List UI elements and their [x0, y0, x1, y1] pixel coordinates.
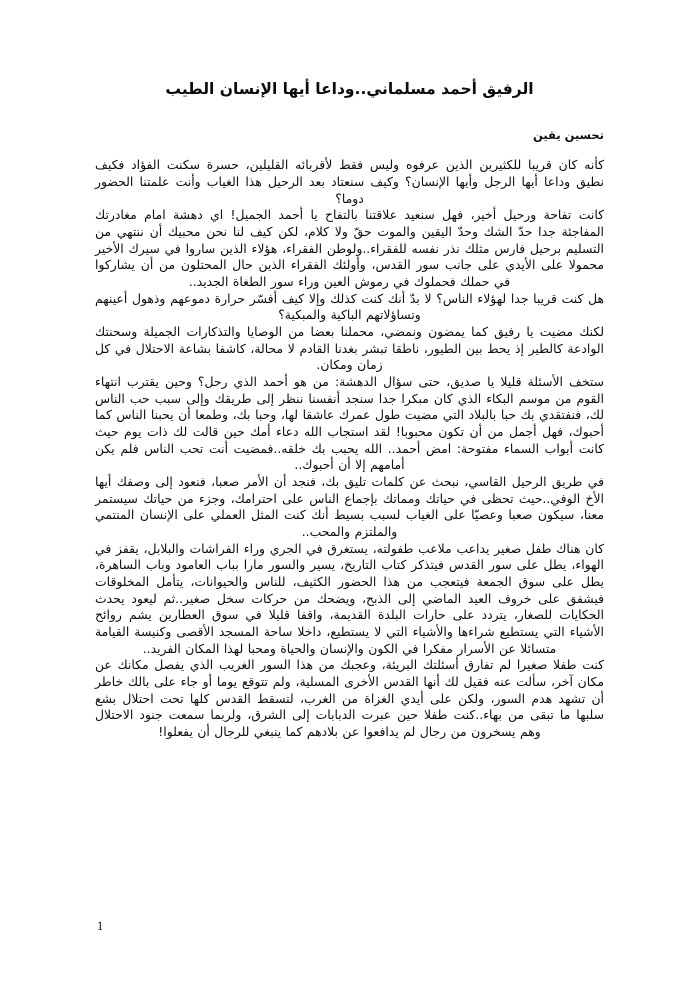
- paragraph: ستخف الأسئلة قليلا يا صديق، حتى سؤال الدهشة: من هو أحمد الذي رحل؟ وحين يقترب انتهاء القوم من موسم البكاء الذي كان مبكرا جدا سنجد أنفسنا ننظر إلى طريقك وإلى سبب حب الناس لك، فنفتقدي بك حبا بالبلاد التي مضيت طول عمرك عاشقا لها، وحبا بك، وطمعا أن يحبنا الناس كما أحبوك، فهل أجمل من أن تكون محبوبا! لقد استجاب الله دعاء أمك حين قالت لك ذات يوم حيث كانت أبواب السماء مفتوحة: امض أحمد.. الله يحبب بك خلقه..فمضيت أنت تحب الناس فلم يكن أمامهم إلا أن أحبوك..: [95, 373, 604, 473]
- paragraph: كانت تفاحة ورحيل أخير، فهل سنعيد علاقتنا بالتفاح يا أحمد الجميل! اي دهشة امام مغادرتك المفاجئة جدا حدّ الشك وحدّ اليقين والموت حقّ ولا كلام، لكن كيف لنا نحن محبيك أن ننتهي من التسليم برحيل فارس مثلك نذر نفسه للفقراء..ولوطن الفقراء، هؤلاء الذين ساروا في سيرك الأخير محمولا على الأيدي على جانب سور القدس، وأولئك الفقراء الذين حال المحتلون من أن يشاركوا في حملك فحملوك في رموش العين وراء سور الطغاة الجديد..: [95, 207, 604, 289]
- paragraph: لكنك مضيت يا رفيق كما يمضون ونمضي، محملنا بعضا من الوصايا والتذكارات الجميلة وسحنتك الوادعة كالطير إذ يحط بين الطيور، ناطقا تبشر بغدنا القادم لا محالة، كاشفا بشاعة الاحتلال في كل زمان ومكان.: [95, 323, 604, 373]
- paragraph: في طريق الرحيل القاسي، نبحث عن كلمات تليق بك، فنجد أن الأمر صعبا، فنعود إلى وصفك أيها الأخ الوفي..حيث تحظى في حياتك ومماتك بإجماع الناس على احترامك، وجزء من حياتك سيستمر معنا، سيكون صعبا وعصيّا على الغياب لسبب بسيط أنك كنت المثل العملي على الإنسان المنتمي والملتزم والمحب..: [95, 474, 604, 540]
- paragraph: هل كنت قريبا جدا لهؤلاء الناس؟ لا بدّ أنك كنت كذلك وإلا كيف أفسّر حرارة دموعهم وذهول أعينهم وتساؤلاتهم الباكية والمبكية؟: [95, 290, 604, 323]
- paragraph: كأنه كان قريبا للكثيرين الذين عرفوه وليس فقط لأقربائه القليلين، حسرة سكنت الفؤاد فكيف نطيق وداعا أيها الرجل وأيها الإنسان؟ وكيف سنعتاد بعد الرحيل هذا الغياب وأنت علمتنا الحضور دوما؟: [95, 157, 604, 206]
- page-number: 1: [97, 919, 104, 933]
- paragraph: كنت طفلا صغيرا لم تفارق أسئلتك البريئة، وعجبك من هذا السور الغريب الذي يفصل مكانك عن مكان آخر، سألت عنه فقيل لك أنها القدس الأخرى المسلية، ولم تتوقع يوما أو جاء على بالك خاطر أن تشهد هدم السور، ولكن على أيدي الغزاة من الغرب، لتسقط القدس كلها تحت احتلال بشع سلبها ما تبقى من بهاء..كنت طفلا حين عبرت الدبابات إلى الشرق، ولربما سمعت جنود الاحتلال وهم يسخرون من رجال لم يدافعوا عن بلادهم كما ينبغي للرجال أن يفعلوا!: [95, 657, 604, 740]
- page-title: الرفيق أحمد مسلماني..وداعا أيها الإنسان الطيب: [165, 80, 534, 98]
- paragraph: كان هناك طفل صغير يداعب ملاعب طفولته، يستغرق في الجري وراء الفراشات والبلابل، يقفز في الهواء، يطل على سور القدس فيتذكر كتاب التاريخ، يسير والسور مارا بباب العامود وباب الساهرة، يطل على سوق الجمعة فيتعجب من هذا الحضور الكثيف، للناس والحيوانات، يتأمل المخلوقات فيشفق على خروف العيد الماضي إلى الذبح، ويضحك من حركات سخل صغير..ثم ليعود يحدث الحكايات للصغار، يتردد على حارات البلدة القديمة، واقفا قليلا في سوق العطارين يشم روائح الأشياء التي يستطيع شراءها والأشياء التي لا يستطيع، داخلا ساحة المسجد الأقصى وكنيسة القيامة متسائلا عن الأسرار مفكرا في الكون والإنسان والحياة ومحبا لهذا المكان الفريد..: [95, 540, 604, 656]
- article-text: [95, 142, 604, 741]
- author-byline: تحسين يقين: [533, 128, 604, 143]
